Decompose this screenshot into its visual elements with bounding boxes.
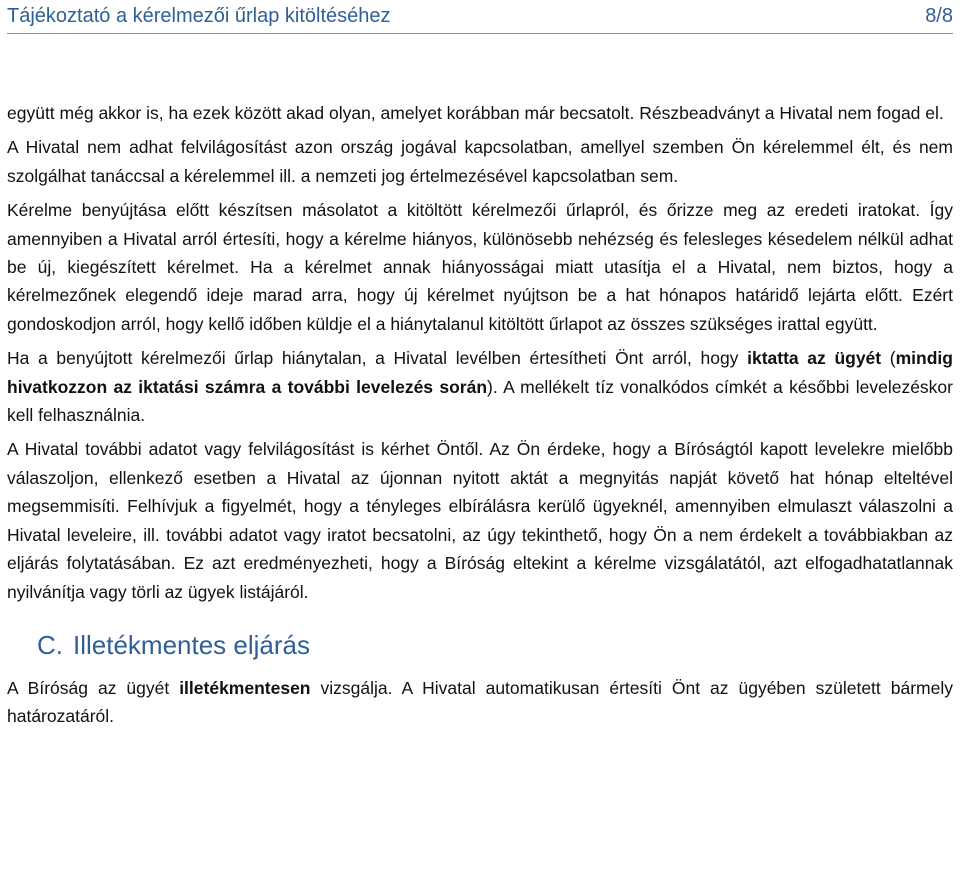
section-letter: C. (37, 629, 63, 660)
paragraph-further-info: A Hivatal további adatot vagy felvilágosítást is kérhet Öntől. Az Ön érdeke, hogy a Bíróságtól kapott levelekre mielőbb válaszoljon, ellenkező esetben a Hivatal az újonnan nyitott aktát a megnyitás napját követő hat hónap elteltével megsemmisíti. Felhívjuk a figyelmét, hogy a tényleges elbírálásra kerülő ügyeknél, amennyiben elmulaszt válaszolni a Hivatal leveleire, ill. további adatot vagy iratot becsatolni, az úgy tekinthető, hogy Ön a nem érdekelt a továbbiakban az eljárás folytatásában. Ez azt eredményezheti, hogy a Bíróság eltekint a kérelme vizsgálatától, azt elfogadhatatlannak nyilvánítja vagy törli az ügyek listájáról. (7, 439, 953, 602)
paragraph-continuation: együtt még akkor is, ha ezek között akad olyan, amelyet korábban már becsatolt. Részbeadványt a Hivatal nem fogad el. (7, 103, 944, 123)
page-header (7, 0, 953, 34)
fee-text-2: vizsgálja. A Hivatal automatikusan értesíti Önt az ügyében született bármely határozatáról. (7, 677, 953, 727)
paragraph-no-legal-advice: A Hivatal nem adhat felvilágosítást azon ország jogával kapcsolatban, amellyel szemben Ön kérelemmel élt, és nem szolgálhat tanáccsal a kérelemmel ill. a nemzeti jog értelmezésével kapcsolatban sem. (7, 137, 953, 186)
paragraph-registration (7, 344, 953, 429)
registration-text-2: ( (881, 348, 896, 369)
fee-text-1: A Bíróság az ügyét (7, 677, 180, 698)
registration-text-3: ). A mellékelt tíz vonalkódos címkét a későbbi levelezéskor kell felhasználnia. (7, 376, 953, 426)
document-body (7, 99, 953, 737)
fee-bold-1: illetékmentesen (179, 677, 311, 698)
document-title: Tájékoztató a kérelmezői űrlap kitöltéséhez (7, 5, 391, 27)
page-number: 8/8 (925, 5, 953, 27)
section-heading-c (37, 630, 953, 660)
paragraph-free-of-charge (7, 674, 953, 731)
section-title: Illetékmentes eljárás (73, 629, 310, 660)
registration-bold-1: iktatta az ügyét (747, 348, 882, 369)
paragraph-keep-copies: Kérelme benyújtása előtt készítsen másolatot a kitöltött kérelmezői űrlapról, és őrizze meg az eredeti iratokat. Így amennyiben a Hivatal arról értesíti, hogy a kérelme hiányos, különösebb nehézség és felesleges késedelem nélkül adhat be új, kiegészített kérelmet. Ha a kérelmet annak hiányosságai miatt utasítja el a Hivatal, nem biztos, hogy a kérelmezőnek elegendő ideje marad arra, hogy új kérelmet nyújtson be a hat hónapos határidő lejárta előtt. Ezért gondoskodjon arról, hogy kellő időben küldje el a hiánytalanul kitöltött űrlapot az összes szükséges irattal együtt. (7, 200, 953, 334)
registration-bold-2: mindig hivatkozzon az iktatási számra a további levelezés során (7, 348, 953, 397)
registration-text-1: Ha a benyújtott kérelmezői űrlap hiánytalan, a Hivatal levélben értesítheti Önt arról, hogy (7, 348, 748, 369)
